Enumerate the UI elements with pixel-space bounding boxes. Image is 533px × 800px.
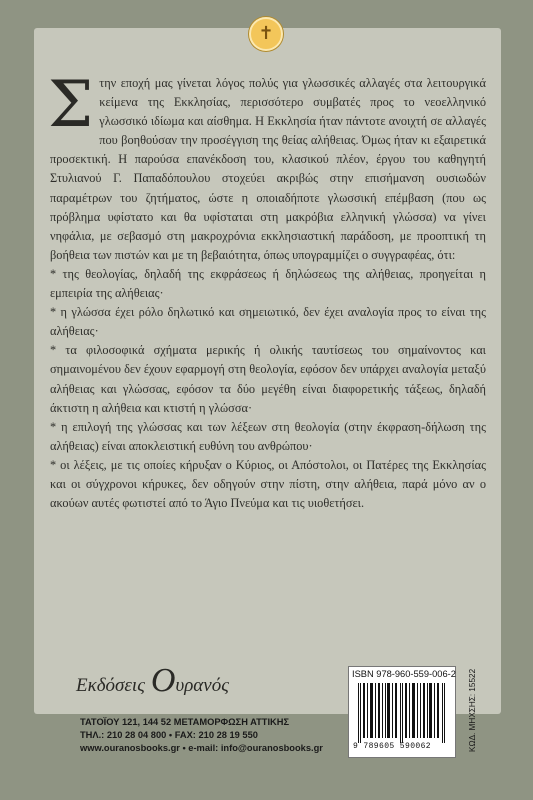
intro-paragraph	[48, 68, 486, 265]
publisher-contact	[80, 716, 323, 755]
bullet-item: * η γλώσσα έχει ρόλο δηλωτικό και σημειωτικό, δεν έχει αναλογία προς το είναι της αλήθειας·	[50, 305, 486, 339]
address-line: ΤΑΤΟΪΟΥ 121, 144 52 ΜΕΤΑΜΟΡΦΩΣΗ ΑΤΤΙΚΗΣ	[80, 717, 290, 727]
isbn-label: ISBN 978-960-559-006-2	[352, 669, 456, 679]
bullet-item: * της θεολογίας, δηλαδή της εκφράσεως ή δηλώσεως της αλήθειας, προηγείται η εμπειρία της αλήθειας·	[50, 266, 486, 301]
bullet-item: * οι λέξεις, με τις οποίες κήρυξαν ο Κύριος, οι Απόστολοι, οι Πατέρες της Εκκλησίας και οι σύγχρονοι κήρυκες, δεν οδηγούν στην πίστη, στην αλήθεια, παρά μόνο αν ο ακούων αυτές φωτιστεί από το Άγιο Πνεύμα και τις υιοθετήσει.	[50, 457, 486, 511]
web-line: www.ouranosbooks.gr • e-mail: info@ouranosbooks.gr	[80, 743, 323, 753]
barcode-icon	[356, 683, 448, 743]
blurb-text	[48, 68, 486, 513]
bullet-item: * η επιλογή της γλώσσας και των λέξεων στη θεολογία (στην έκφραση-δήλωση της αλήθειας) είναι αποκλειστική ευθύνη του ανθρώπου·	[50, 419, 486, 453]
barcode-digits: 9 789605 590062	[353, 742, 432, 751]
cross-icon: ✝	[249, 17, 283, 51]
isbn-barcode-box	[348, 666, 456, 758]
bullet-item: * τα φιλοσοφικά σχήματα μερικής ή ολικής ταυτίσεως του σημαίνοντος και σημαινομένου δεν έχουν εφαρμογή στη θεολογία, εφόσον δεν υπάρχει αναλογία μεταξύ αλήθειας και γλώσσας, εφόσον τα δύο μεγέθη είναι διαφορετικής τάξεως, δηλαδή άκτιστη η αλήθεια και κτιστή η γλώσσα·	[50, 343, 486, 415]
drop-cap: Σ	[48, 68, 94, 142]
publisher-logo	[76, 664, 229, 698]
publisher-word: Εκδόσεις	[76, 675, 145, 696]
phone-line: ΤΗΛ.: 210 28 04 800 • FAX: 210 28 19 550	[80, 730, 258, 740]
intro-text: την εποχή μας γίνεται λόγος πολύς για γλωσσικές αλλαγές στα λειτουργικά κείμενα της Εκκλησίας, περισσότερο συμβατές προς το νεοελληνικό γλωσσικό ιδίωμα και αίσθημα. Η Εκκλησία ήταν πάντοτε ανοιχτή σε αλλαγές που βοηθούσαν την προσέγγιση της θείας αλήθειας. Όμως ήταν κι εξαιρετικά προσεκτική. Η παρούσα επανέκδοση του, κλασικού πλέον, έργου του καθηγητή Στυλιανού Γ. Παπαδόπουλου στοχεύει ακριβώς στην επισήμανση ουσιωδών παραμέτρων του ζητήματος, ώστε η οποιαδήποτε γλωσσική επέμβαση (που ως πρόβλημα υφίστατο και θα υφίσταται στη μακρόβια ελληνική γλώσσα) να γίνει νηφάλια, με σεβασμό στη μακροχρόνια εκκλησιαστική παράδοση, με προοπτική τη βοήθεια των πιστών και με τη βεβαιότητα, όπως υπογραμμίζει ο συγγραφέας, ότι:	[50, 76, 486, 262]
publisher-initial: Ο	[150, 662, 176, 699]
publisher-name-rest: υρανός	[175, 675, 229, 696]
product-code: ΚΩΔ. ΜΗΧΣΗΣ: 15522	[468, 668, 477, 752]
